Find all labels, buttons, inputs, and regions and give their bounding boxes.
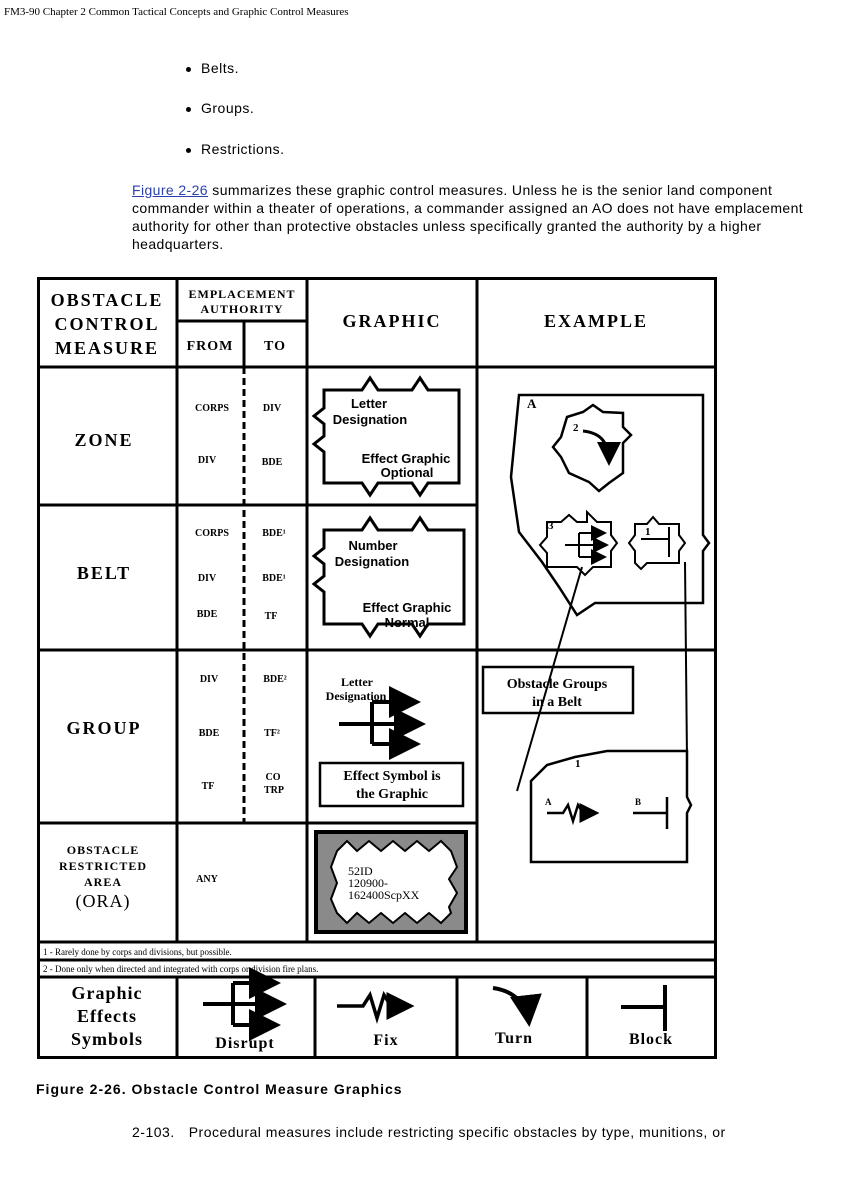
- header-measure-line3: MEASURE: [54, 338, 160, 358]
- ora-graphic-text: 162400ScpXX: [348, 888, 420, 902]
- example-group-2: [553, 405, 631, 491]
- ora-name: OBSTACLE: [66, 843, 140, 857]
- turn-icon: [583, 431, 609, 463]
- header-authority-line1: EMPLACEMENT: [188, 287, 296, 301]
- group-to: TRP: [264, 785, 284, 796]
- ora-abbr: (ORA): [75, 891, 131, 911]
- ora-name: AREA: [83, 875, 123, 889]
- zone-to: BDE: [261, 457, 283, 468]
- zone-label-top: Designation: [332, 412, 408, 427]
- group-to: CO: [265, 772, 281, 783]
- bullet-icon: [186, 107, 191, 112]
- bullet-item: [186, 60, 239, 76]
- example-zone-shape: [511, 395, 709, 615]
- example-point-a: A: [545, 797, 552, 807]
- effects-title: Graphic: [71, 983, 143, 1003]
- group-to: TF²: [264, 728, 280, 739]
- zone-label-bottom: Optional: [380, 465, 434, 480]
- example-zone-label: A: [527, 396, 537, 411]
- turn-icon: [493, 988, 529, 1023]
- header-measure-line1: OBSTACLE: [50, 290, 164, 310]
- bullet-item: [186, 141, 285, 157]
- example-detail-shape: [531, 751, 691, 862]
- zone-label-top: Letter: [350, 396, 388, 411]
- belt-label-top: Number: [348, 538, 398, 553]
- intro-paragraph: [132, 181, 822, 253]
- header-from: FROM: [186, 339, 234, 354]
- bullet-text: Belts.: [201, 60, 240, 76]
- example-callout-text: Obstacle Groups: [506, 677, 608, 692]
- belt-label-bottom: Normal: [384, 615, 430, 630]
- bullet-text: Restrictions.: [201, 141, 285, 157]
- note-1: 1 - Rarely done by corps and divisions, but possible.: [43, 947, 232, 957]
- block-icon: [621, 985, 665, 1031]
- bullet-icon: [186, 148, 191, 153]
- group-name: GROUP: [66, 718, 142, 738]
- paragraph-text: Procedural measures include restricting specific obstacles by type, munitions, or: [188, 1124, 726, 1140]
- bullet-text: Groups.: [201, 100, 255, 116]
- group-label: Letter: [341, 675, 373, 689]
- paragraph-2-103: [132, 1124, 726, 1140]
- group-effect-text: Effect Symbol is: [343, 769, 441, 784]
- ora-graphic-text: 120900-: [348, 876, 388, 890]
- header-authority-line2: AUTHORITY: [200, 302, 284, 316]
- header-graphic: GRAPHIC: [342, 311, 442, 331]
- belt-name: BELT: [76, 563, 132, 583]
- zone-from: CORPS: [195, 403, 229, 414]
- effect-turn-label: Turn: [494, 1030, 534, 1047]
- belt-from: BDE: [196, 609, 218, 620]
- fix-icon: [337, 995, 411, 1018]
- example-point-b: B: [635, 797, 642, 807]
- zone-label-bottom: Effect Graphic: [361, 451, 451, 466]
- ora-from: ANY: [196, 874, 218, 885]
- group-label: Designation: [325, 689, 387, 703]
- group-from: DIV: [199, 674, 219, 685]
- group-disrupt-icon: [339, 702, 422, 744]
- header-to: TO: [264, 339, 286, 354]
- belt-label-top: Designation: [334, 554, 410, 569]
- effects-title: Effects: [77, 1006, 137, 1026]
- example-group-1-label: 1: [645, 526, 651, 538]
- effect-fix-label: Fix: [373, 1032, 399, 1049]
- belt-to: BDE¹: [262, 573, 286, 584]
- example-callout-text: in a Belt: [532, 695, 582, 710]
- group-effect-text: the Graphic: [356, 787, 428, 802]
- example-group-1: [629, 517, 685, 569]
- effect-block-label: Block: [628, 1031, 674, 1048]
- header-example: EXAMPLE: [544, 311, 648, 331]
- page-header: FM3-90 Chapter 2 Common Tactical Concepts and Graphic Control Measures: [4, 6, 349, 18]
- bullet-icon: [186, 67, 191, 72]
- ora-graphic-text: 52ID: [348, 864, 373, 878]
- figure-caption: Figure 2-26. Obstacle Control Measure Graphics: [36, 1081, 403, 1097]
- ora-name: RESTRICTED: [58, 859, 148, 873]
- obstacle-control-figure: [37, 277, 717, 1059]
- effects-title: Symbols: [70, 1029, 144, 1049]
- figure-link[interactable]: Figure 2-26: [132, 182, 208, 198]
- belt-to: TF: [264, 611, 278, 622]
- paragraph-text: summarizes these graphic control measures. Unless he is the senior land component commander within a theater of operations, a commander assigned an AO does not have emplacement authority for other than protective obstacles unless specifically granted the authority by a higher headquarters.: [132, 182, 804, 252]
- group-from: TF: [201, 781, 215, 792]
- bullet-item: [186, 100, 254, 116]
- example-group-2-label: 2: [573, 422, 579, 434]
- disrupt-icon: [203, 983, 283, 1025]
- belt-to: BDE¹: [262, 528, 286, 539]
- group-to: BDE²: [263, 674, 287, 685]
- belt-from: DIV: [197, 573, 217, 584]
- example-group-3-label: 3: [548, 520, 554, 532]
- zone-name: ZONE: [74, 430, 134, 450]
- paragraph-number: 2-103.: [132, 1124, 175, 1140]
- zone-to: DIV: [262, 403, 282, 414]
- zone-from: DIV: [197, 455, 217, 466]
- header-measure-line2: CONTROL: [54, 314, 160, 334]
- belt-label-bottom: Effect Graphic: [362, 600, 452, 615]
- group-from: BDE: [198, 728, 220, 739]
- belt-from: CORPS: [195, 528, 229, 539]
- example-detail-label: 1: [575, 758, 581, 770]
- note-2: 2 - Done only when directed and integrated with corps or division fire plans.: [43, 964, 319, 974]
- effect-disrupt-label: Disrupt: [215, 1035, 275, 1052]
